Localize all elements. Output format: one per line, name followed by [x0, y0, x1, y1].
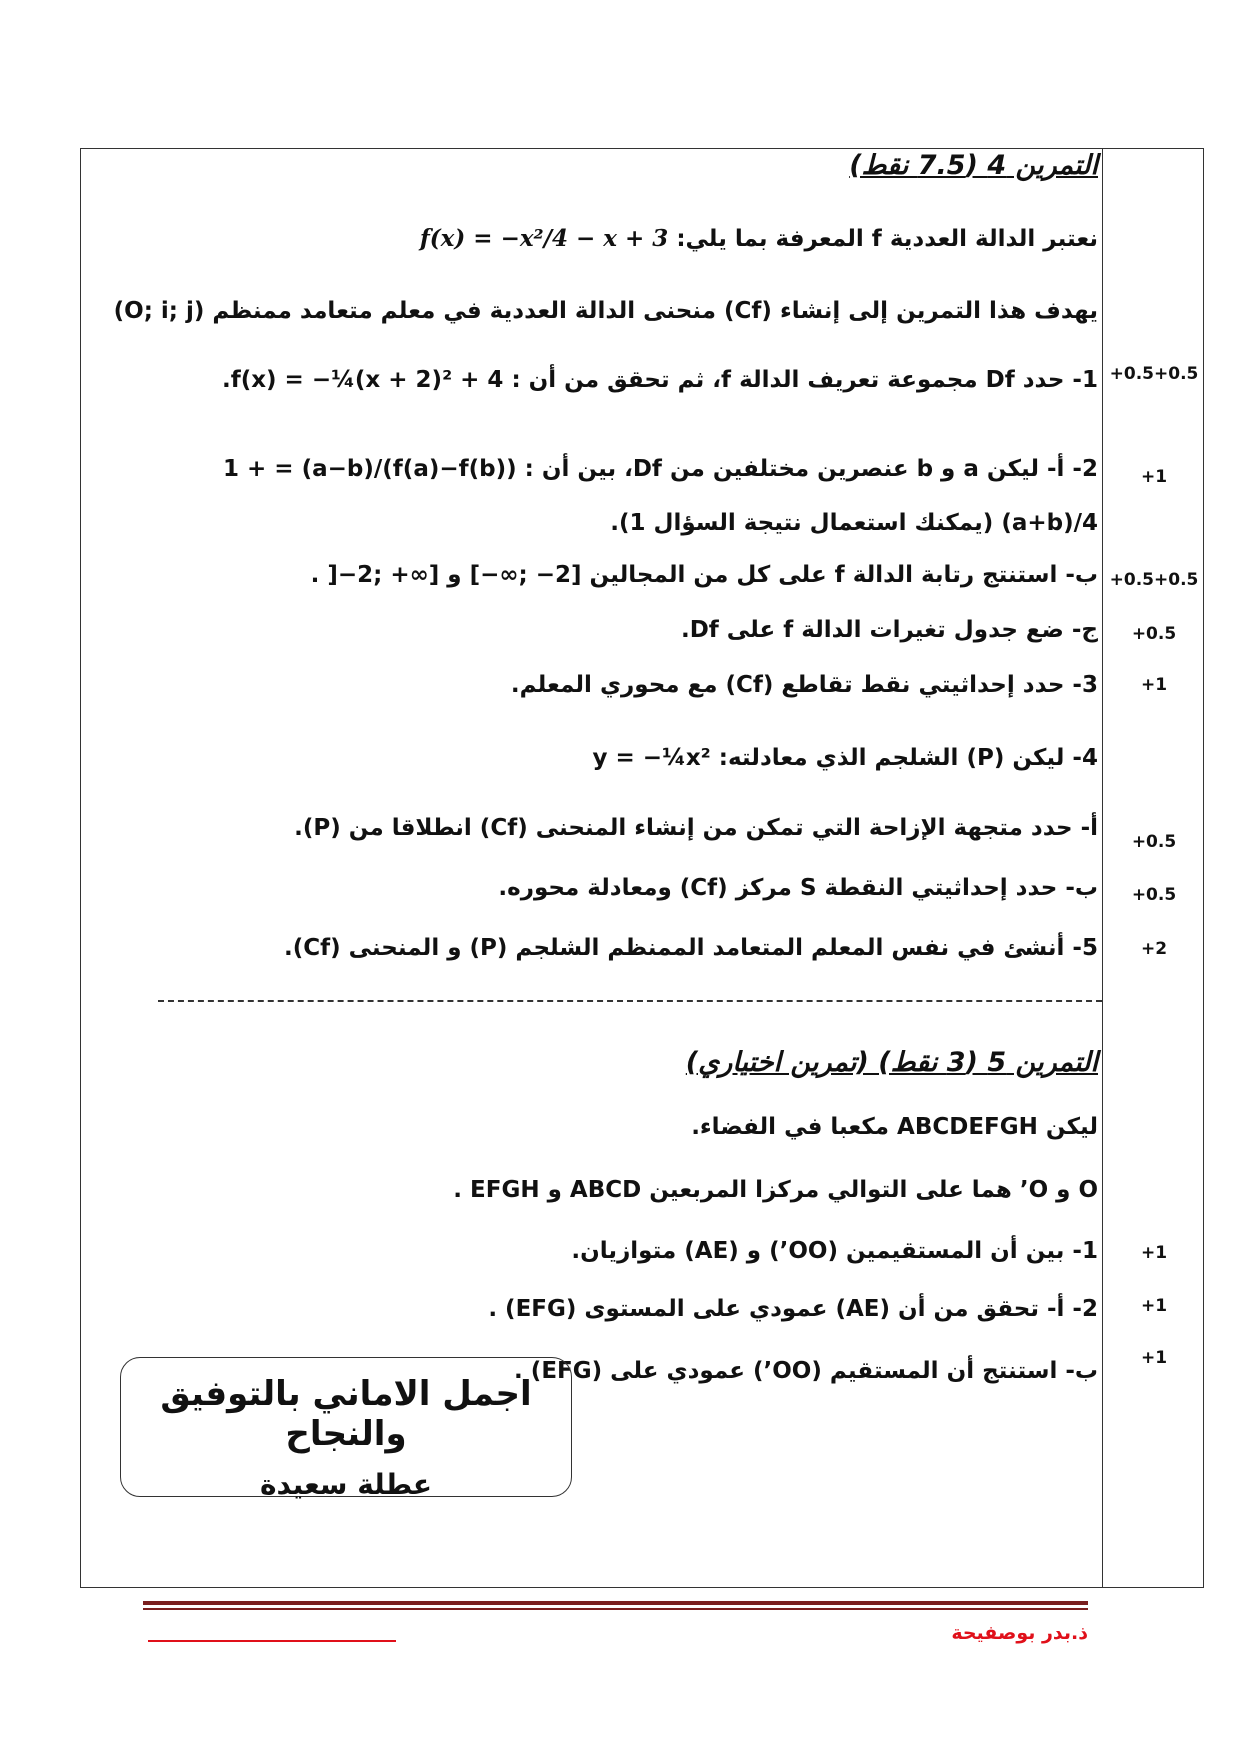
points-column-divider [1102, 148, 1103, 1588]
points-q2a: +1 [1140, 467, 1168, 487]
points-ex5-q1: +1 [1140, 1243, 1168, 1263]
points-q4b: +0.5 [1131, 885, 1177, 905]
section-separator [158, 1000, 1102, 1002]
points-q1: +0.5+0.5 [1109, 364, 1199, 384]
question-2b: ب- استنتج رتابة الدالة f على كل من المجالين [2− ;∞−] و [∞+ ;2−[ . [310, 562, 1098, 588]
exercise-4-goal: يهدف هذا التمرين إلى إنشاء (Cf) منحنى الدالة العددية في معلم متعامد ممنظم (O; i; j) [113, 298, 1098, 324]
exercise-4-intro [420, 225, 1098, 252]
exercise-5-line-1: ليكن ABCDEFGH مكعبا في الفضاء. [691, 1114, 1098, 1140]
exercise-5-line-2: O و O’ هما على التوالي مركزا المربعين ABCD و EFGH . [453, 1177, 1098, 1203]
points-q3: +1 [1140, 675, 1168, 695]
intro-text: نعتبر الدالة العددية f المعرفة بما يلي: [676, 226, 1098, 252]
question-1: 1- حدد Df مجموعة تعريف الدالة f، ثم تحقق من أن : f(x) = −¼(x + 2)² + 4. [221, 367, 1098, 393]
footer-rule-thick [143, 1601, 1088, 1605]
footer-rule-thin [143, 1608, 1088, 1610]
points-ex5-q2b: +1 [1140, 1348, 1168, 1368]
footer-red-rule [148, 1640, 396, 1642]
wishes-line-2: عطلة سعيدة [259, 1468, 433, 1501]
exercise-5-question-2b: ب- استنتج أن المستقيم (OO’) عمودي على (EFG) . [514, 1358, 1098, 1384]
exercise-4-title: التمرين 4 (7.5 نقط) [849, 150, 1098, 181]
question-4a: أ- حدد متجهة الإزاحة التي تمكن من إنشاء المنحنى (Cf) انطلاقا من (P). [294, 815, 1098, 841]
wishes-box [120, 1357, 572, 1501]
author-name: ذ.بدر بوصفيحة [951, 1622, 1088, 1644]
exercise-5-question-1: 1- بين أن المستقيمين (OO’) و (AE) متوازيان. [571, 1238, 1098, 1264]
question-2c: ج- ضع جدول تغيرات الدالة f على Df. [680, 617, 1098, 643]
points-q5: +2 [1140, 939, 1168, 959]
points-q2b: +0.5+0.5 [1109, 570, 1199, 590]
question-5: 5- أنشئ في نفس المعلم المتعامد الممنظم الشلجم (P) و المنحنى (Cf). [283, 935, 1098, 961]
exercise-5-title: التمرين 5 (3 نقط) (تمرين اختياري) [685, 1047, 1098, 1078]
points-q4a: +0.5 [1131, 832, 1177, 852]
question-3: 3- حدد إحداثيتي نقط تقاطع (Cf) مع محوري المعلم. [510, 672, 1098, 698]
wishes-line-1: اجمل الاماني بالتوفيق والنجاح [160, 1374, 532, 1454]
points-ex5-q2a: +1 [1140, 1296, 1168, 1316]
function-formula: f(x) = −x²/4 − x + 3 [419, 225, 669, 252]
question-2a: 2- أ- ليكن a و b عنصرين مختلفين من Df، بين أن : (f(a)−f(b))/(a−b) = 1 + (a+b)/4 (يمكنك استعمال نتيجة السؤال 1). [222, 456, 1098, 536]
points-q2c: +0.5 [1131, 624, 1177, 644]
exercise-5-question-2a: 2- أ- تحقق من أن (AE) عمودي على المستوى (EFG) . [488, 1296, 1098, 1322]
question-4b: ب- حدد إحداثيتي النقطة S مركز (Cf) ومعادلة محوره. [498, 875, 1098, 901]
question-4: 4- ليكن (P) الشلجم الذي معادلته: y = −¼x² [592, 745, 1098, 771]
